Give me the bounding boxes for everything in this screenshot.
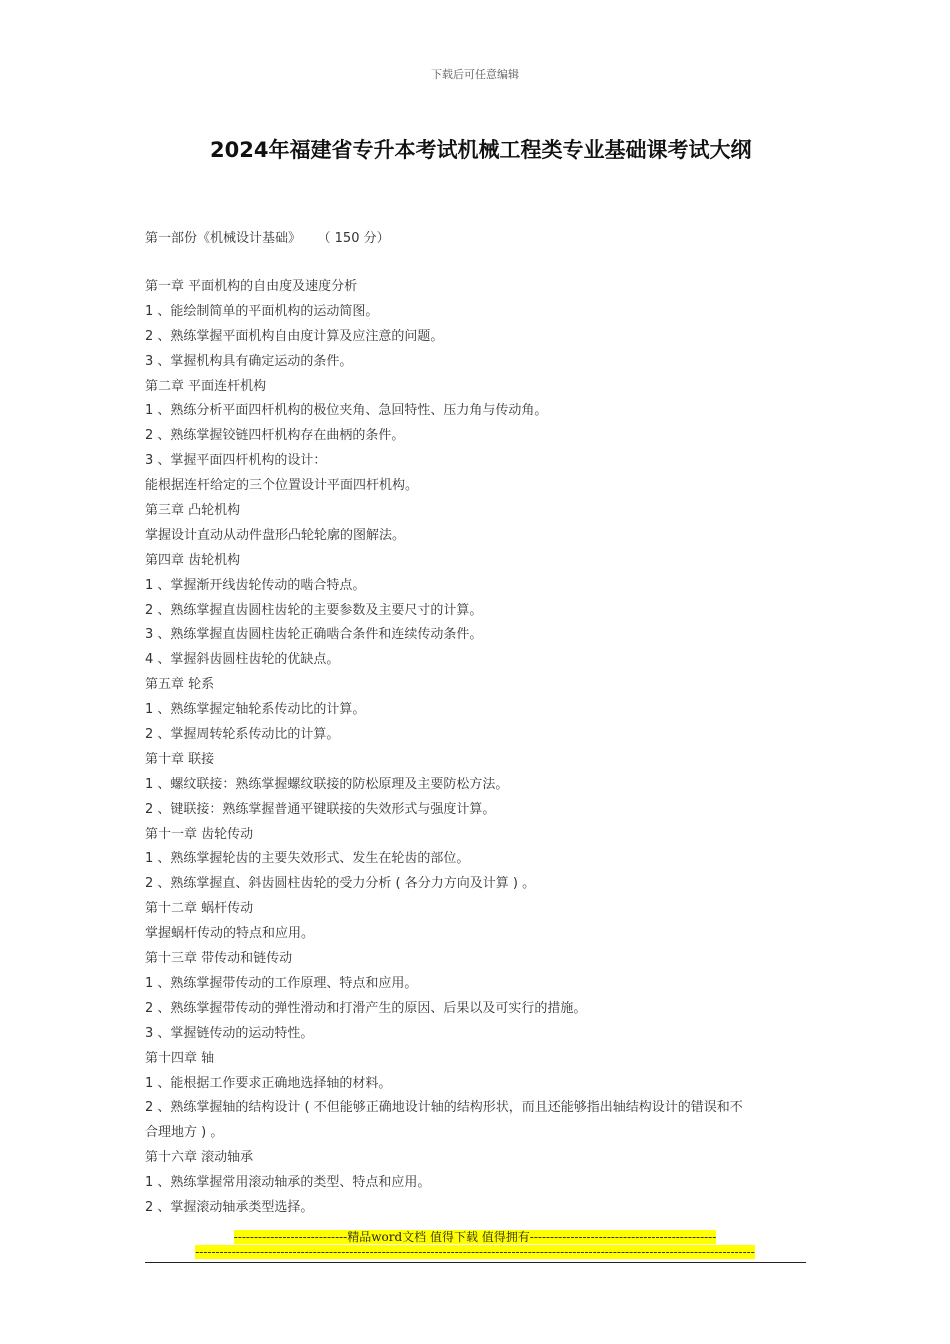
syllabus-line: 3 、掌握平面四杆机构的设计： <box>145 453 327 469</box>
chapter-heading: 第十二章 蜗杆传动 <box>145 901 254 917</box>
footer-banner-line <box>188 1228 763 1245</box>
syllabus-line: 2 、熟练掌握带传动的弹性滑动和打滑产生的原因、后果以及可实行的措施。 <box>145 1000 587 1016</box>
syllabus-line: 2 、键联接：熟练掌握普通平键联接的失效形式与强度计算。 <box>145 801 496 817</box>
syllabus-line: 3 、熟练掌握直齿圆柱齿轮正确啮合条件和连续传动条件。 <box>145 627 483 643</box>
syllabus-line: 2 、掌握周转轮系传动比的计算。 <box>145 727 340 743</box>
syllabus-line: 1 、能绘制简单的平面机构的运动简图。 <box>145 303 379 319</box>
syllabus-line: 2 、熟练掌握轴的结构设计 ( 不但能够正确地设计轴的结构形状，而且还能够指出轴结构设计的错误和不 <box>145 1100 743 1116</box>
chapter-heading: 第一章 平面机构的自由度及速度分析 <box>145 279 358 294</box>
syllabus-line: 掌握设计直动从动件盘形凸轮轮廓的图解法。 <box>145 527 406 543</box>
syllabus-content <box>145 275 810 1221</box>
footer-banner <box>0 1228 950 1259</box>
chapter-heading: 第四章 齿轮机构 <box>145 552 241 568</box>
syllabus-line: 1 、掌握渐开线齿轮传动的啮合特点。 <box>145 577 366 593</box>
syllabus-line: 4 、掌握斜齿圆柱齿轮的优缺点。 <box>145 652 340 668</box>
chapter-heading: 第五章 轮系 <box>145 677 215 693</box>
chapter-heading: 第十三章 带传动和链传动 <box>145 951 293 967</box>
download-note: 下载后可任意编辑 <box>431 68 519 81</box>
chapter-heading: 第二章 平面连杆机构 <box>145 378 267 394</box>
footer-banner-text: ----------------------------精品word文档 值得下载 值得拥有---------------------------------------------- <box>233 1230 717 1244</box>
syllabus-line: 3 、掌握机构具有确定运动的条件。 <box>145 353 353 369</box>
syllabus-line: 合理地方 ) 。 <box>145 1125 224 1141</box>
syllabus-line: 能根据连杆给定的三个位置设计平面四杆机构。 <box>145 478 419 494</box>
footer-banner-dashes: ------------------------------------------------------------------------------------------------------------------------------------------ <box>195 1245 755 1259</box>
footer-banner-line <box>175 1245 775 1259</box>
syllabus-line: 2 、熟练掌握铰链四杆机构存在曲柄的条件。 <box>145 428 405 444</box>
syllabus-line: 1 、熟练掌握定轴轮系传动比的计算。 <box>145 702 366 718</box>
syllabus-line: 2 、掌握滚动轴承类型选择。 <box>145 1199 314 1215</box>
chapter-heading: 第十一章 齿轮传动 <box>145 826 254 842</box>
chapter-heading: 第十六章 滚动轴承 <box>145 1150 254 1166</box>
syllabus-line: 1 、能根据工作要求正确地选择轴的材料。 <box>145 1075 392 1091</box>
syllabus-line: 1 、熟练分析平面四杆机构的极位夹角、急回特性、压力角与传动角。 <box>145 403 548 419</box>
syllabus-line: 2 、熟练掌握直、斜齿圆柱齿轮的受力分析 ( 各分力方向及计算 ) 。 <box>145 876 536 892</box>
chapter-heading: 第十四章 轴 <box>145 1050 215 1066</box>
syllabus-line: 1 、熟练掌握带传动的工作原理、特点和应用。 <box>145 975 418 991</box>
part-heading: 第一部份《机械设计基础》 （ 150 分） <box>145 231 390 246</box>
syllabus-line: 掌握蜗杆传动的特点和应用。 <box>145 926 315 942</box>
syllabus-line: 2 、熟练掌握直齿圆柱齿轮的主要参数及主要尺寸的计算。 <box>145 602 483 618</box>
chapter-heading: 第十章 联接 <box>145 751 215 767</box>
syllabus-line: 1 、螺纹联接：熟练掌握螺纹联接的防松原理及主要防松方法。 <box>145 776 509 792</box>
syllabus-line: 1 、熟练掌握常用滚动轴承的类型、特点和应用。 <box>145 1175 431 1191</box>
syllabus-line: 2 、熟练掌握平面机构自由度计算及应注意的问题。 <box>145 328 444 344</box>
footer-rule <box>145 1262 806 1263</box>
document-title: 2024年福建省专升本考试机械工程类专业基础课考试大纲 <box>210 138 752 162</box>
syllabus-line: 1 、熟练掌握轮齿的主要失效形式、发生在轮齿的部位。 <box>145 851 470 867</box>
chapter-heading: 第三章 凸轮机构 <box>145 503 241 519</box>
syllabus-line: 3 、掌握链传动的运动特性。 <box>145 1025 314 1041</box>
